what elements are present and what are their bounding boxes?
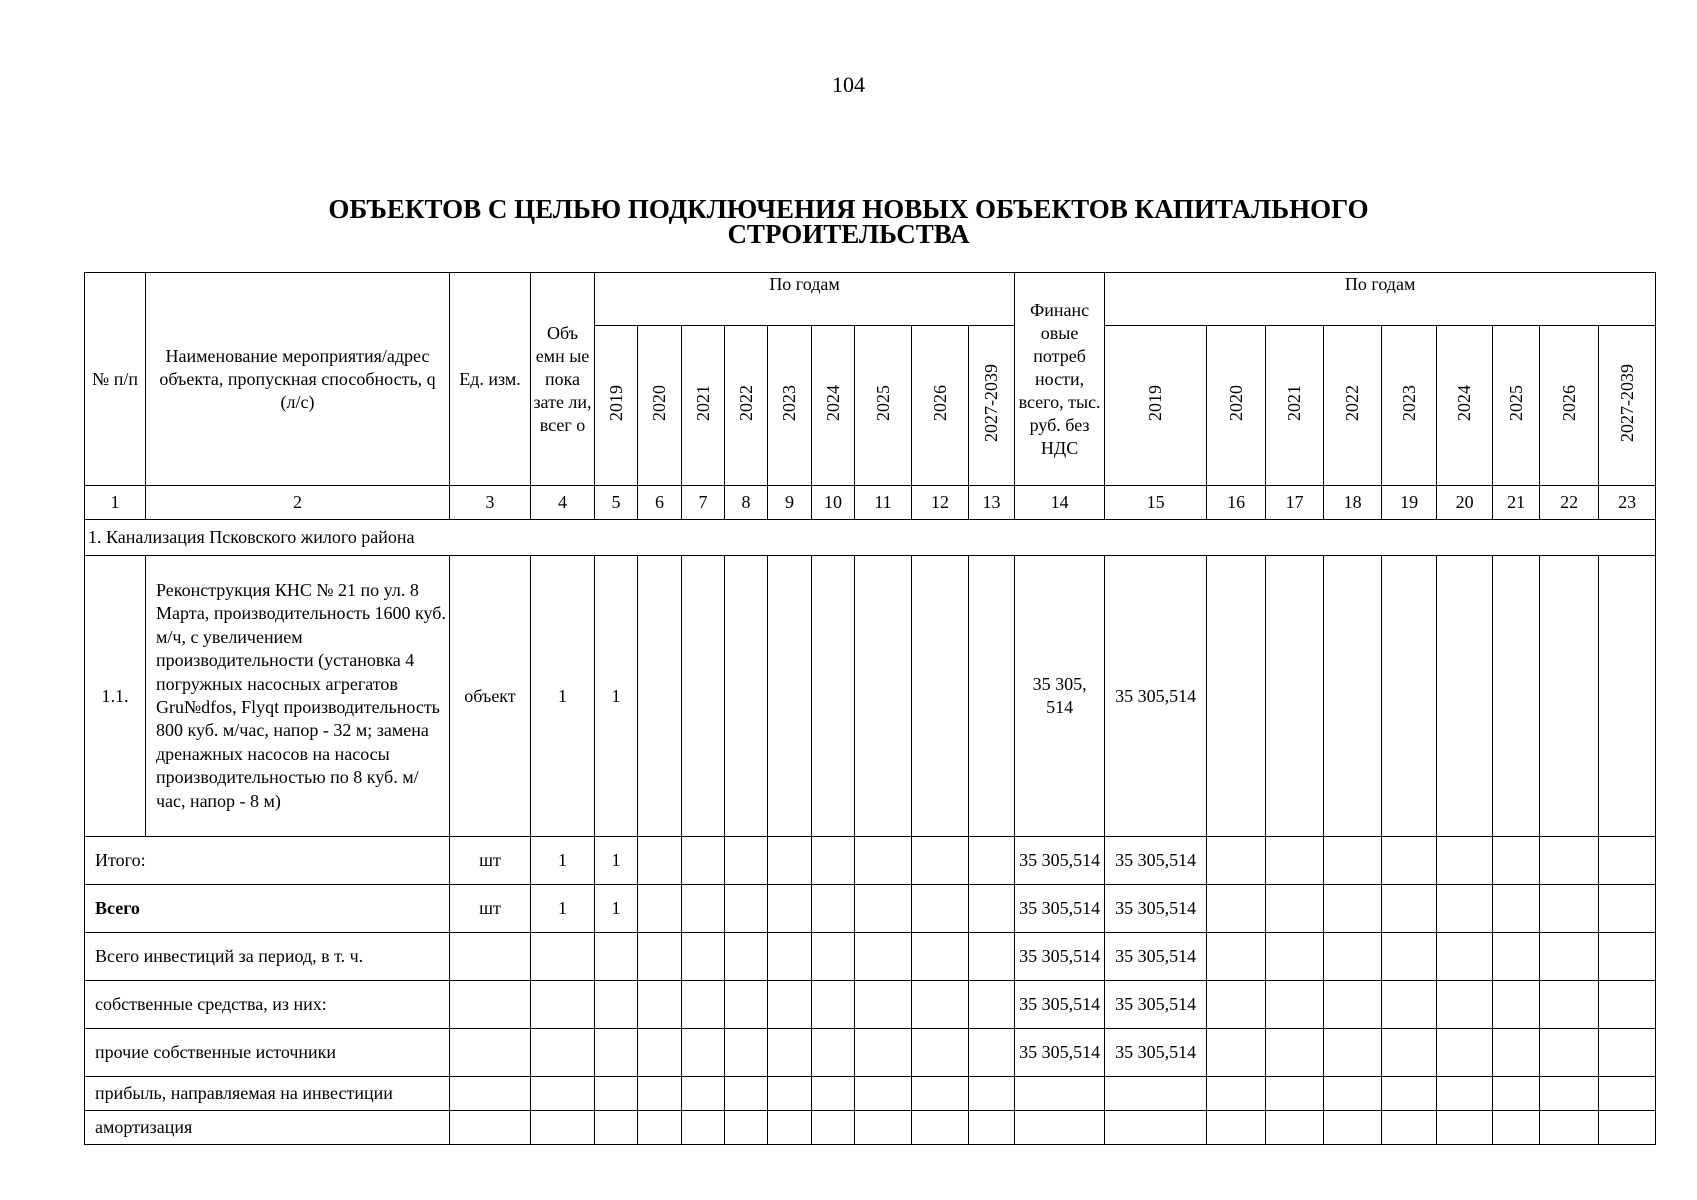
summary-label: собственные средства, из них: [85,981,450,1029]
title-line-1: ОБЪЕКТОВ С ЦЕЛЬЮ ПОДКЛЮЧЕНИЯ НОВЫХ ОБЪЕКТОВ КАПИТАЛЬНОГО [328,194,1369,224]
empty-cell [1207,837,1266,885]
col-number: 5 [595,486,638,520]
item-year-2019: 1 [595,556,638,837]
year-header-right-2020: 2020 [1207,326,1266,486]
empty-cell [912,885,969,933]
empty-cell [969,1077,1015,1111]
year-header-left-2027-2039: 2027-2039 [969,326,1015,486]
empty-cell [1599,837,1656,885]
empty-cell [855,837,912,885]
empty-cell [1493,837,1540,885]
item-name: Реконструкция КНС № 21 по ул. 8 Марта, производительность 1600 куб. м/ч, с увеличением производительности (установка 4 погружных насосных агрегатов Gru№dfos, Flyqt производительность 800 куб. м/час, напор - 32 м; замена дренажных насосов на насосы производительностью по 8 куб. м/час, напор - 8 м) [146,556,450,837]
investment-table [84,272,1656,1145]
empty-cell [725,1029,768,1077]
empty-cell [1540,885,1599,933]
empty-cell [768,837,812,885]
summary-label: прочие собственные источники [85,1029,450,1077]
empty-cell [682,837,725,885]
empty-cell [912,1111,969,1145]
col-number: 22 [1540,486,1599,520]
empty-cell [1266,933,1324,981]
empty-cell [855,1029,912,1077]
summary-unit [450,1077,531,1111]
col-number: 20 [1437,486,1493,520]
summary-row [85,981,1656,1029]
year-header-left-2020: 2020 [638,326,682,486]
col-number: 21 [1493,486,1540,520]
empty-cell [1382,556,1437,837]
section-row [85,520,1656,556]
empty-cell [1437,885,1493,933]
year-header-left-2021: 2021 [682,326,725,486]
header-unit: Ед. изм. [450,273,531,486]
empty-cell [1382,1077,1437,1111]
summary-row [85,1111,1656,1145]
empty-cell [1599,1029,1656,1077]
empty-cell [638,1111,682,1145]
summary-label: Всего инвестиций за период, в т. ч. [85,933,450,981]
summary-unit: шт [450,885,531,933]
empty-cell [969,933,1015,981]
empty-cell [1437,1111,1493,1145]
empty-cell [1266,837,1324,885]
item-finance: 35 305, 514 [1015,556,1105,837]
empty-cell [1266,1029,1324,1077]
summary-finance: 35 305,514 [1015,981,1105,1029]
empty-cell [1324,1029,1382,1077]
empty-cell [912,1029,969,1077]
empty-cell [812,885,855,933]
empty-cell [969,1029,1015,1077]
empty-cell [1324,1111,1382,1145]
year-header-right-2025: 2025 [1493,326,1540,486]
empty-cell [1437,556,1493,837]
summary-label: Итого: [85,837,450,885]
header-volume: Объ емн ые пока зате ли, всег о [531,273,595,486]
summary-finance [1015,1077,1105,1111]
empty-cell [1266,556,1324,837]
year-header-left-2023: 2023 [768,326,812,486]
empty-cell [1207,885,1266,933]
empty-cell [638,885,682,933]
empty-cell [1493,1029,1540,1077]
summary-unit [450,1111,531,1145]
empty-cell [682,885,725,933]
summary-finance-2019 [1105,1111,1207,1145]
empty-cell [1437,1029,1493,1077]
summary-row [85,933,1656,981]
empty-cell [1599,1111,1656,1145]
summary-volume [531,981,595,1029]
empty-cell [1493,933,1540,981]
summary-year-2019 [595,1029,638,1077]
empty-cell [1599,933,1656,981]
empty-cell [768,556,812,837]
summary-label: прибыль, направляемая на инвестиции [85,1077,450,1111]
header-by-years-right: По годам [1105,273,1656,326]
empty-cell [1324,885,1382,933]
empty-cell [1266,981,1324,1029]
summary-unit: шт [450,837,531,885]
empty-cell [1437,1077,1493,1111]
empty-cell [912,1077,969,1111]
summary-row [85,1077,1656,1111]
year-header-left-2026: 2026 [912,326,969,486]
empty-cell [1437,933,1493,981]
year-header-right-2023: 2023 [1382,326,1437,486]
empty-cell [638,837,682,885]
empty-cell [638,981,682,1029]
empty-cell [812,933,855,981]
item-row [85,556,1656,837]
summary-finance-2019: 35 305,514 [1105,1029,1207,1077]
column-number-row [85,486,1656,520]
empty-cell [855,1077,912,1111]
empty-cell [1493,885,1540,933]
empty-cell [1437,837,1493,885]
col-number: 2 [146,486,450,520]
summary-volume [531,933,595,981]
empty-cell [725,556,768,837]
empty-cell [682,1111,725,1145]
empty-cell [855,1111,912,1145]
table-body [85,273,1656,1145]
summary-finance [1015,1111,1105,1145]
empty-cell [1324,1077,1382,1111]
summary-row [85,885,1656,933]
item-num: 1.1. [85,556,146,837]
empty-cell [1324,981,1382,1029]
empty-cell [1599,556,1656,837]
empty-cell [638,933,682,981]
empty-cell [682,1029,725,1077]
header-finance: Финанс овые потреб ности, всего, тыс. руб. без НДС [1015,273,1105,486]
empty-cell [912,933,969,981]
empty-cell [1382,981,1437,1029]
summary-year-2019 [595,933,638,981]
empty-cell [1207,1029,1266,1077]
empty-cell [725,1077,768,1111]
empty-cell [1599,1077,1656,1111]
empty-cell [1493,1111,1540,1145]
empty-cell [1540,1029,1599,1077]
col-number: 8 [725,486,768,520]
col-number: 13 [969,486,1015,520]
summary-label: Всего [85,885,450,933]
col-number: 4 [531,486,595,520]
year-header-right-2022: 2022 [1324,326,1382,486]
summary-year-2019: 1 [595,885,638,933]
empty-cell [812,1029,855,1077]
empty-cell [969,885,1015,933]
empty-cell [725,837,768,885]
header-by-years-left: По годам [595,273,1015,326]
year-header-left-2024: 2024 [812,326,855,486]
empty-cell [1266,885,1324,933]
empty-cell [768,981,812,1029]
empty-cell [768,933,812,981]
empty-cell [1382,837,1437,885]
summary-finance-2019 [1105,1077,1207,1111]
empty-cell [969,1111,1015,1145]
empty-cell [768,1111,812,1145]
empty-cell [1493,556,1540,837]
col-number: 3 [450,486,531,520]
summary-finance-2019: 35 305,514 [1105,837,1207,885]
empty-cell [1266,1111,1324,1145]
empty-cell [812,837,855,885]
empty-cell [1599,981,1656,1029]
empty-cell [1540,1077,1599,1111]
summary-volume [531,1077,595,1111]
empty-cell [1540,933,1599,981]
empty-cell [912,981,969,1029]
year-header-right-2021: 2021 [1266,326,1324,486]
summary-year-2019 [595,1077,638,1111]
summary-finance: 35 305,514 [1015,837,1105,885]
empty-cell [1382,885,1437,933]
col-number: 1 [85,486,146,520]
empty-cell [682,981,725,1029]
empty-cell [812,981,855,1029]
header-row-1 [85,273,1656,326]
summary-unit [450,981,531,1029]
empty-cell [855,556,912,837]
empty-cell [1493,1077,1540,1111]
empty-cell [638,556,682,837]
empty-cell [1207,1077,1266,1111]
empty-cell [1540,837,1599,885]
empty-cell [1207,981,1266,1029]
empty-cell [969,837,1015,885]
col-number: 12 [912,486,969,520]
empty-cell [1437,981,1493,1029]
col-number: 15 [1105,486,1207,520]
empty-cell [725,885,768,933]
col-number: 9 [768,486,812,520]
col-number: 6 [638,486,682,520]
header-num: № п/п [85,273,146,486]
summary-label: амортизация [85,1111,450,1145]
summary-unit [450,933,531,981]
year-header-right-2019: 2019 [1105,326,1207,486]
col-number: 18 [1324,486,1382,520]
summary-finance-2019: 35 305,514 [1105,981,1207,1029]
summary-unit [450,1029,531,1077]
col-number: 17 [1266,486,1324,520]
summary-finance: 35 305,514 [1015,1029,1105,1077]
empty-cell [1207,1111,1266,1145]
empty-cell [682,933,725,981]
summary-finance: 35 305,514 [1015,933,1105,981]
summary-finance: 35 305,514 [1015,885,1105,933]
year-header-right-2024: 2024 [1437,326,1493,486]
empty-cell [912,556,969,837]
empty-cell [855,933,912,981]
item-unit: объект [450,556,531,837]
summary-year-2019: 1 [595,837,638,885]
summary-finance-2019: 35 305,514 [1105,885,1207,933]
summary-year-2019 [595,981,638,1029]
col-number: 10 [812,486,855,520]
empty-cell [812,1077,855,1111]
empty-cell [1493,981,1540,1029]
empty-cell [638,1077,682,1111]
empty-cell [1382,933,1437,981]
item-volume: 1 [531,556,595,837]
empty-cell [1540,981,1599,1029]
empty-cell [768,1029,812,1077]
empty-cell [1540,556,1599,837]
summary-row [85,1029,1656,1077]
year-header-left-2025: 2025 [855,326,912,486]
col-number: 11 [855,486,912,520]
col-number: 16 [1207,486,1266,520]
year-header-left-2019: 2019 [595,326,638,486]
col-number: 19 [1382,486,1437,520]
empty-cell [1207,933,1266,981]
empty-cell [1207,556,1266,837]
item-finance-2019: 35 305,514 [1105,556,1207,837]
empty-cell [1540,1111,1599,1145]
empty-cell [1266,1077,1324,1111]
empty-cell [1324,556,1382,837]
empty-cell [1382,1029,1437,1077]
empty-cell [682,1077,725,1111]
empty-cell [725,933,768,981]
title-line-2: СТРОИТЕЛЬСТВА [727,219,970,249]
empty-cell [969,981,1015,1029]
empty-cell [855,885,912,933]
year-header-left-2022: 2022 [725,326,768,486]
page-number: 104 [832,72,865,97]
col-number: 14 [1015,486,1105,520]
year-header-right-2027-2039: 2027-2039 [1599,326,1656,486]
empty-cell [1382,1111,1437,1145]
empty-cell [1324,837,1382,885]
summary-volume [531,1029,595,1077]
col-number: 23 [1599,486,1656,520]
summary-year-2019 [595,1111,638,1145]
summary-volume [531,1111,595,1145]
summary-volume: 1 [531,837,595,885]
empty-cell [1324,933,1382,981]
empty-cell [768,885,812,933]
empty-cell [725,1111,768,1145]
empty-cell [1599,885,1656,933]
empty-cell [855,981,912,1029]
empty-cell [768,1077,812,1111]
empty-cell [969,556,1015,837]
empty-cell [682,556,725,837]
summary-row [85,837,1656,885]
section-title: 1. Канализация Псковского жилого района [85,520,1656,556]
year-header-right-2026: 2026 [1540,326,1599,486]
col-number: 7 [682,486,725,520]
empty-cell [912,837,969,885]
summary-finance-2019: 35 305,514 [1105,933,1207,981]
header-name: Наименование мероприятия/адрес объекта, пропускная способность, q (л/с) [146,273,450,486]
summary-volume: 1 [531,885,595,933]
empty-cell [812,1111,855,1145]
empty-cell [638,1029,682,1077]
document-title [200,194,1497,249]
empty-cell [812,556,855,837]
empty-cell [725,981,768,1029]
